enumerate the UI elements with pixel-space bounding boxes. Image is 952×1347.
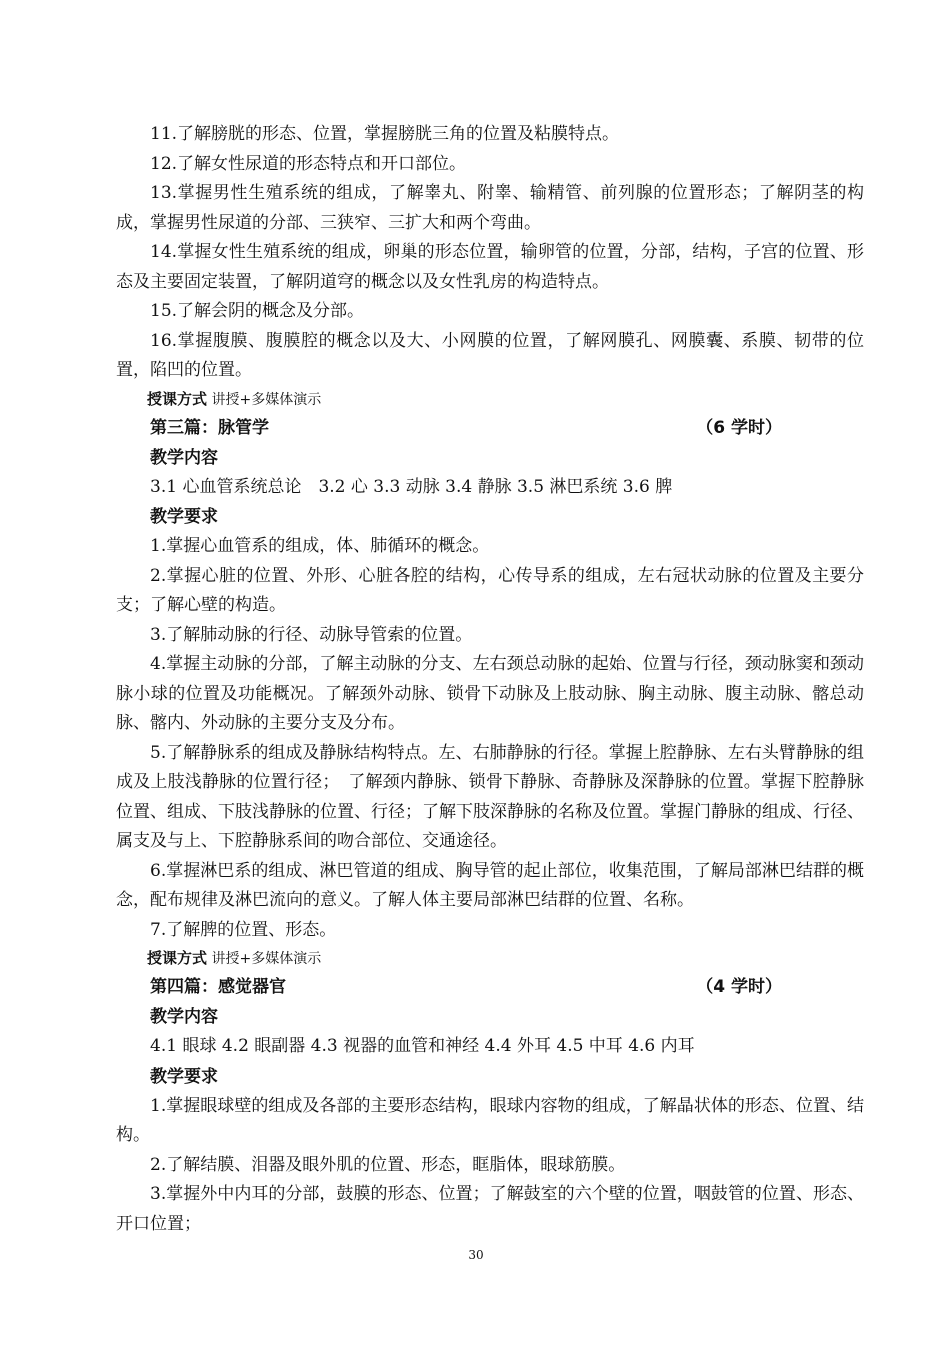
section3-content: 3.1 心血管系统总论 3.2 心 3.3 动脉 3.4 静脉 3.5 淋巴系统 3.6 脾 [150,476,673,497]
section4-content-label: 教学内容 [150,1007,218,1027]
page-number: 30 [468,1248,484,1262]
section4-hours: （4 学时） [696,977,782,997]
section3-item-6: 6.掌握淋巴系的组成、淋巴管道的组成、胸导管的起止部位，收集范围，了解局部淋巴结群的概念，配布规律及淋巴流向的意义。了解人体主要局部淋巴结群的位置、名称。 [116,860,864,910]
item-15: 15.了解会阴的概念及分部。 [150,301,365,321]
method-label: 授课方式 [147,389,208,408]
teaching-method-2 [116,945,864,972]
section3-item-4: 4.掌握主动脉的分部，了解主动脉的分支、左右颈总动脉的起始、位置与行径，颈动脉窦和颈动脉小球的位置及功能概况。了解颈外动脉、锁骨下动脉及上肢动脉、胸主动脉、腹主动脉、髂总动脉、髂内、外动脉的主要分支及分布。 [116,654,864,733]
section3-title: 第三篇：脉管学 [150,417,269,438]
item-14: 14.掌握女性生殖系统的组成，卵巢的形态位置，输卵管的位置，分部，结构，子宫的位置、形态及主要固定装置，了解阴道穹的概念以及女性乳房的构造特点。 [116,242,864,292]
method-text: 讲授+多媒体演示 [211,951,322,967]
method-text: 讲授+多媒体演示 [211,391,322,408]
teaching-method-1 [116,386,864,413]
section4-item-2: 2.了解结膜、泪器及眼外肌的位置、形态，眶脂体，眼球筋膜。 [150,1154,626,1175]
section3-item-5: 5.了解静脉系的组成及静脉结构特点。左、右肺静脉的行径。掌握上腔静脉、左右头臂静脉的组成及上肢浅静脉的位置行径； 了解颈内静脉、锁骨下静脉、奇静脉及深静脉的位置。掌握下腔静脉位置、组成、下肢浅静脉的位置、行径；了解下肢深静脉的名称及位置。掌握门静脉的组成、行径、属支及与上、下腔静脉系间的吻合部位、交通途径。 [116,742,864,851]
section3-item-1: 1.掌握心血管系的组成，体、肺循环的概念。 [150,536,490,556]
item-12: 12.了解女性尿道的形态特点和开口部位。 [150,153,467,174]
section4-req-label: 教学要求 [150,1066,218,1087]
section3-item-2: 2.掌握心脏的位置、外形、心脏各腔的结构，心传导系的组成，左右冠状动脉的位置及主要分支；了解心壁的构造。 [116,565,864,615]
item-13: 13.掌握男性生殖系统的组成，了解睾丸、附睾、输精管、前列腺的位置形态；了解阴茎的构成，掌握男性尿道的分部、三狭窄、三扩大和两个弯曲。 [116,183,864,233]
item-16: 16.掌握腹膜、腹膜腔的概念以及大、小网膜的位置，了解网膜孔、网膜囊、系膜、韧带的位置，陷凹的位置。 [116,330,864,380]
section3-item-7: 7.了解脾的位置、形态。 [150,919,337,940]
section3-hours: （6 学时） [696,417,782,438]
section4-content: 4.1 眼球 4.2 眼副器 4.3 视器的血管和神经 4.4 外耳 4.5 中耳 4.6 内耳 [150,1036,695,1056]
section3-item-3: 3.了解肺动脉的行径、动脉导管索的位置。 [150,624,473,645]
method-label: 授课方式 [147,949,208,967]
section4-item-1: 1.掌握眼球壁的组成及各部的主要形态结构，眼球内容物的组成，了解晶状体的形态、位置、结构。 [116,1095,864,1145]
section3-content-label: 教学内容 [150,447,218,468]
page-content [116,120,864,1239]
item-11: 11.了解膀胱的形态、位置，掌握膀胱三角的位置及粘膜特点。 [150,124,620,144]
section3-title-row [116,413,864,443]
section4-title: 第四篇：感觉器官 [150,977,286,997]
section4-item-3: 3.掌握外中内耳的分部，鼓膜的形态、位置；了解鼓室的六个壁的位置，咽鼓管的位置、形态、开口位置； [116,1184,864,1234]
section4-title-row [116,972,864,1002]
section3-req-label: 教学要求 [150,507,218,527]
